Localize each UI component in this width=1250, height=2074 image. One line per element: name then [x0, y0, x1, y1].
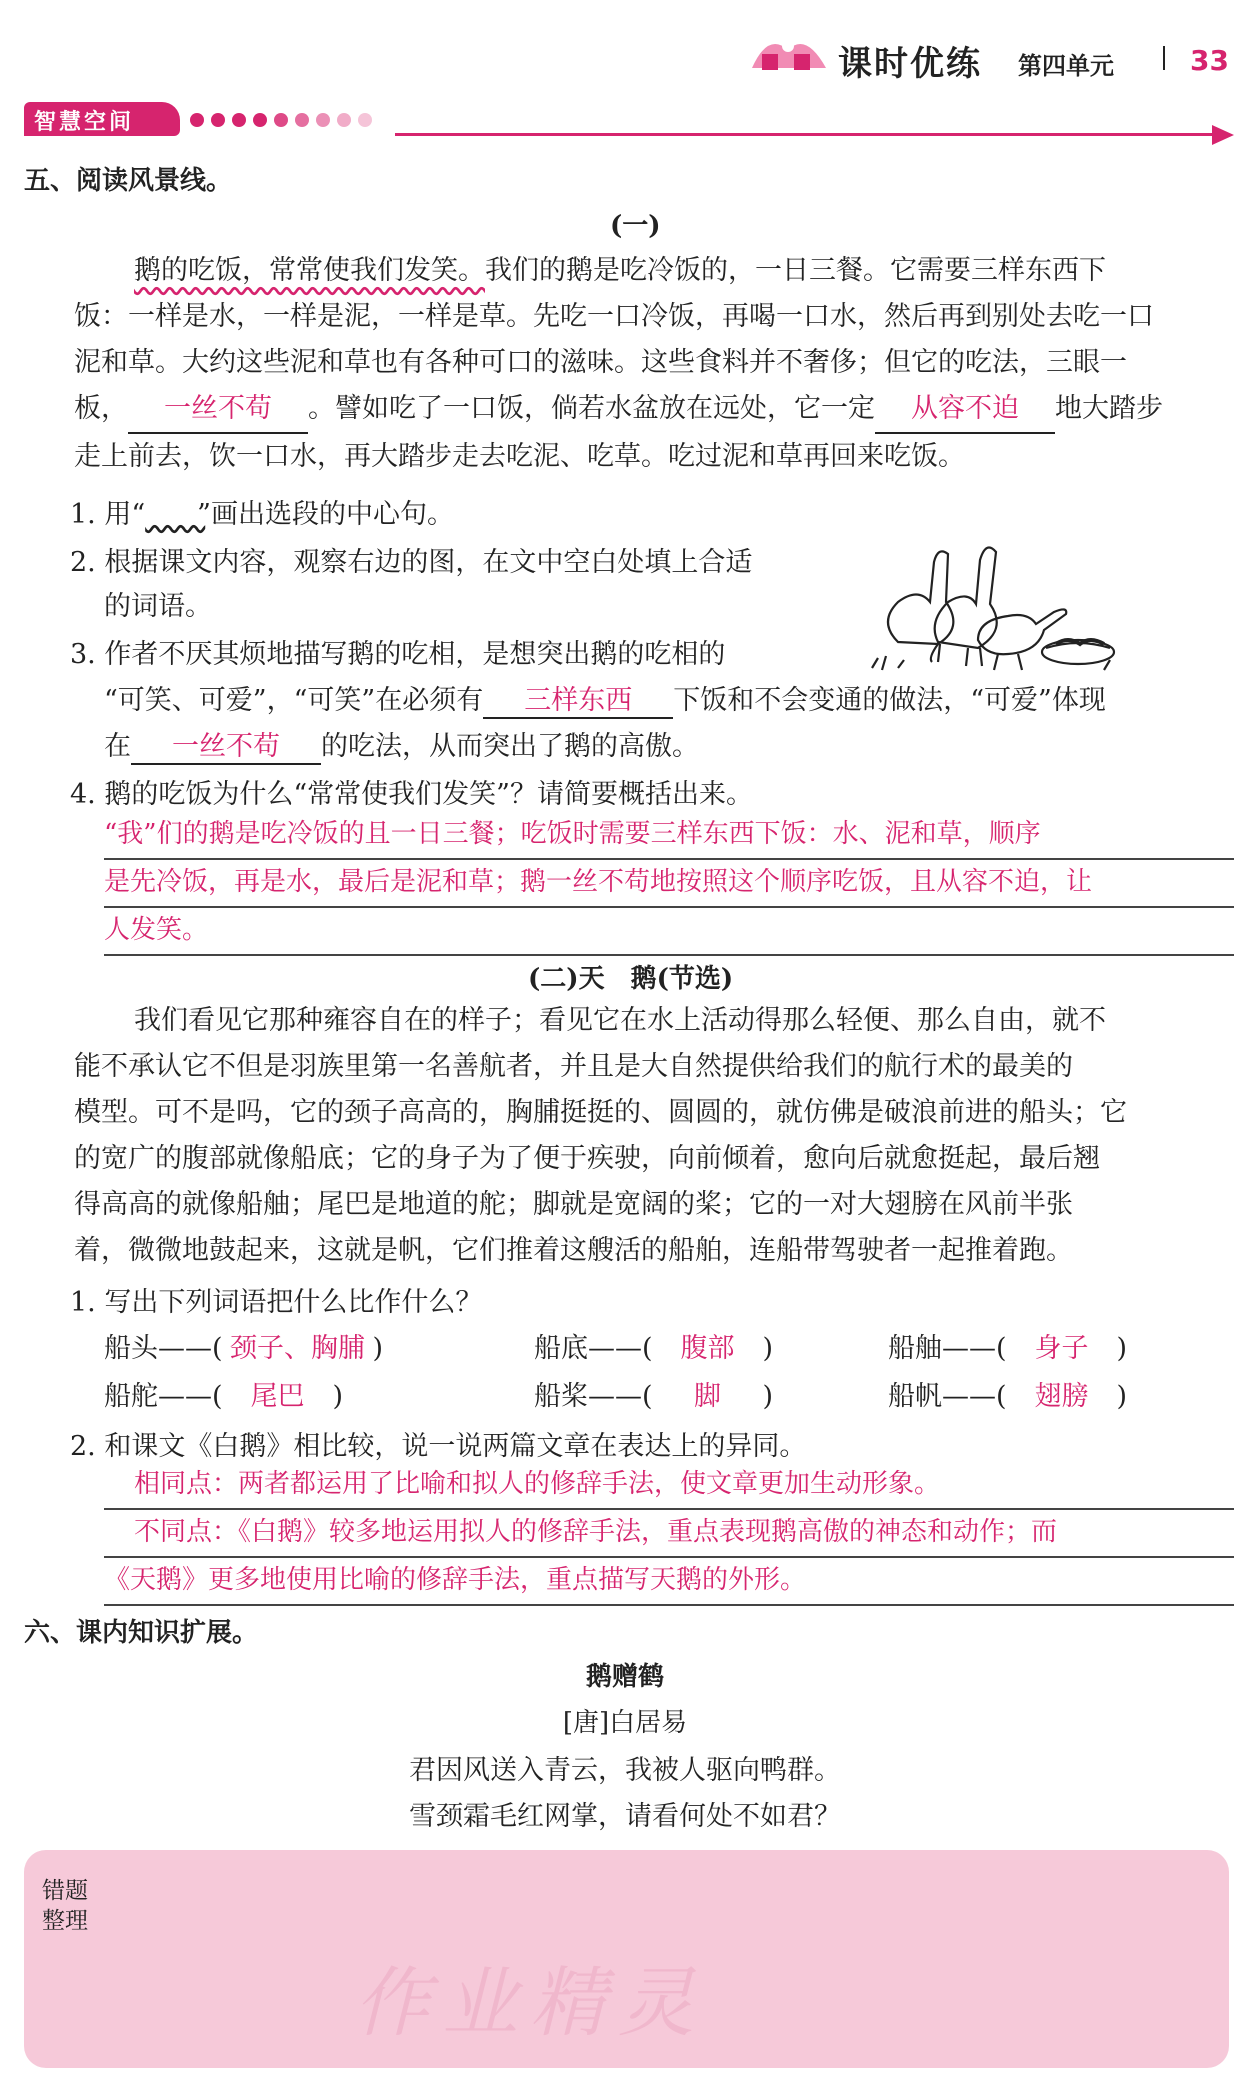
- question-text: 下饭和不会变通的做法，“可爱”体现: [673, 685, 1106, 716]
- passage-line: 着，微微地鼓起来，这就是帆，它们推着这艘活的船舶，连船带驾驶者一起推着跑。: [74, 1235, 1073, 1266]
- question-1: [70, 492, 454, 531]
- metaphor-pair: [104, 1374, 343, 1413]
- section5-heading: 五、阅读风景线。: [24, 166, 233, 196]
- question-text: 的吃法，从而突出了鹅的高傲。: [321, 731, 699, 762]
- pair-answer: 翅膀: [1034, 1381, 1089, 1412]
- geese-illustration: [868, 532, 1118, 672]
- answer-line: 相同点：两者都运用了比喻和拟人的修辞手法，使文章更加生动形象。: [104, 1462, 1234, 1510]
- answer-line: 是先冷饭，再是水，最后是泥和草；鹅一丝不苟地按照这个顺序吃饭，且从容不迫，让: [104, 860, 1234, 908]
- arrow-icon: [1212, 125, 1234, 145]
- pair-answer: 颈子、胸脯: [230, 1333, 366, 1364]
- page-number: 33: [1190, 44, 1229, 77]
- question-2-cont: 的词语。: [104, 591, 212, 622]
- metaphor-pair: [534, 1326, 773, 1365]
- box-label: [42, 1876, 88, 1936]
- passage-line: 模型。可不是吗，它的颈子高高的，胸脯挺挺的、圆圆的，就仿佛是破浪前进的船头；它: [74, 1097, 1127, 1128]
- part2-passage: [74, 998, 1234, 1274]
- pair-answer: 腹部: [680, 1333, 735, 1364]
- passage-line: 地大踏步: [1055, 393, 1163, 424]
- passage-line: 走上前去，饮一口水，再大踏步走去吃泥、吃草。吃过泥和草再回来吃饭。: [74, 441, 965, 472]
- banner-tag: [24, 102, 180, 136]
- banner-dots: [190, 112, 379, 128]
- metaphor-pair: [888, 1374, 1127, 1413]
- metaphor-pair: [888, 1326, 1127, 1365]
- banner-tag-label: 智慧空间: [34, 110, 135, 135]
- answer-blank: 从容不迫: [875, 386, 1055, 434]
- pair-term: 船头——(: [104, 1333, 223, 1364]
- mistake-notes-box: [24, 1850, 1229, 2068]
- part1-passage: [74, 248, 1234, 480]
- pair-close: ): [1116, 1333, 1128, 1364]
- answer-blank: 一丝不苟: [131, 724, 321, 765]
- pair-close: ): [332, 1381, 344, 1412]
- answer-lines: [104, 812, 1234, 956]
- pair-answer: 身子: [1034, 1333, 1089, 1364]
- passage-line: 板，: [74, 393, 128, 424]
- answer-line: 不同点：《白鹅》较多地运用拟人的修辞手法，重点表现鹅高傲的神态和动作；而: [104, 1510, 1234, 1558]
- metaphor-pair: [104, 1326, 383, 1365]
- passage-line: 能不承认它不但是羽族里第一名善航者，并且是大自然提供给我们的航行术的最美的: [74, 1051, 1073, 1082]
- passage-line: 。譬如吃了一口饭，倘若水盆放在远处，它一定: [308, 393, 875, 424]
- question-text: 在: [104, 731, 131, 762]
- watermark: 作业精灵: [354, 1958, 706, 2047]
- pair-term: 船帆——(: [888, 1381, 1007, 1412]
- pair-answer: 脚: [694, 1381, 722, 1412]
- part2-question-2: 2. 和课文《白鹅》相比较，说一说两篇文章在表达上的异同。: [70, 1431, 807, 1462]
- part2-title: (二)天 鹅(节选): [528, 964, 734, 994]
- logo-icon: [748, 28, 830, 76]
- passage-line: 得高高的就像船舳；尾巴是地道的舵；脚就是宽阔的桨；它的一对大翅膀在风前半张: [74, 1189, 1073, 1220]
- question-3-line3: [104, 724, 699, 765]
- pair-term: 船底——(: [534, 1333, 653, 1364]
- poem-title: 鹅赠鹤: [585, 1662, 664, 1692]
- answer-line: “我”们的鹅是吃冷饭的且一日三餐；吃饭时需要三样东西下饭：水、泥和草，顺序: [104, 812, 1234, 860]
- poem-line: 君因风送入青云，我被人驱向鸭群。: [409, 1755, 841, 1786]
- pair-answer: 尾巴: [250, 1381, 305, 1412]
- question-3: 3. 作者不厌其烦地描写鹅的吃相，是想突出鹅的吃相的: [70, 639, 726, 670]
- wavy-line-icon: ​: [145, 499, 206, 530]
- answer-line: 人发笑。: [104, 908, 1234, 956]
- pair-term: 船舵——(: [104, 1381, 223, 1412]
- answer-lines: [104, 1462, 1234, 1606]
- section6-heading: 六、课内知识扩展。: [24, 1618, 259, 1648]
- answer-blank: 一丝不苟: [128, 386, 308, 434]
- central-sentence: 鹅的吃饭，常常使我们发笑。: [134, 255, 485, 286]
- pair-close: ): [1116, 1381, 1128, 1412]
- passage-line: 泥和草。大约这些泥和草也有各种可口的滋味。这些食料并不奢侈；但它的吃法，三眼一: [74, 347, 1127, 378]
- box-label-line: 整理: [42, 1908, 88, 1934]
- banner-line: [395, 133, 1215, 136]
- pair-close: ): [762, 1381, 774, 1412]
- pair-close: ): [762, 1333, 774, 1364]
- passage-line: 我们的鹅是吃冷饭的，一日三餐。它需要三样东西下: [485, 255, 1106, 286]
- unit-label: 第四单元: [1018, 52, 1114, 80]
- pair-term: 船桨——(: [534, 1381, 653, 1412]
- part2-question-1: 1. 写出下列词语把什么比作什么？: [70, 1287, 483, 1318]
- passage-line: 我们看见它那种雍容自在的样子；看见它在水上活动得那么轻便、那么自由，就不: [134, 1005, 1106, 1036]
- pair-term: 船舳——(: [888, 1333, 1007, 1364]
- pair-close: ): [372, 1333, 384, 1364]
- question-text: 1. 用“: [70, 499, 146, 530]
- metaphor-pair: [534, 1374, 773, 1413]
- question-4: 4. 鹅的吃饭为什么“常常使我们发笑”？请简要概括出来。: [70, 779, 753, 810]
- question-text: “可笑、可爱”，“可笑”在必须有: [104, 685, 484, 716]
- question-text: ”画出选段的中心句。: [197, 499, 454, 530]
- part1-title: (一): [610, 211, 661, 241]
- poem-line: 雪颈霜毛红网掌，请看何处不如君？: [409, 1801, 841, 1832]
- passage-line: 饭：一样是水，一样是泥，一样是草。先吃一口冷饭，再喝一口水，然后再到别处去吃一口: [74, 301, 1154, 332]
- header-title: 课时优练: [838, 44, 982, 84]
- header-divider: [1163, 46, 1165, 70]
- answer-line: 《天鹅》更多地使用比喻的修辞手法，重点描写天鹅的外形。: [104, 1558, 1234, 1606]
- passage-line: 的宽广的腹部就像船底；它的身子为了便于疾驶，向前倾着，愈向后就愈挺起，最后翘: [74, 1143, 1100, 1174]
- answer-blank: 三样东西: [483, 678, 673, 719]
- poem-author: [唐]白居易: [562, 1708, 688, 1738]
- box-label-line: 错题: [42, 1878, 88, 1904]
- question-2: 2. 根据课文内容，观察右边的图，在文中空白处填上合适: [70, 547, 753, 578]
- question-3-line2: [104, 678, 1106, 719]
